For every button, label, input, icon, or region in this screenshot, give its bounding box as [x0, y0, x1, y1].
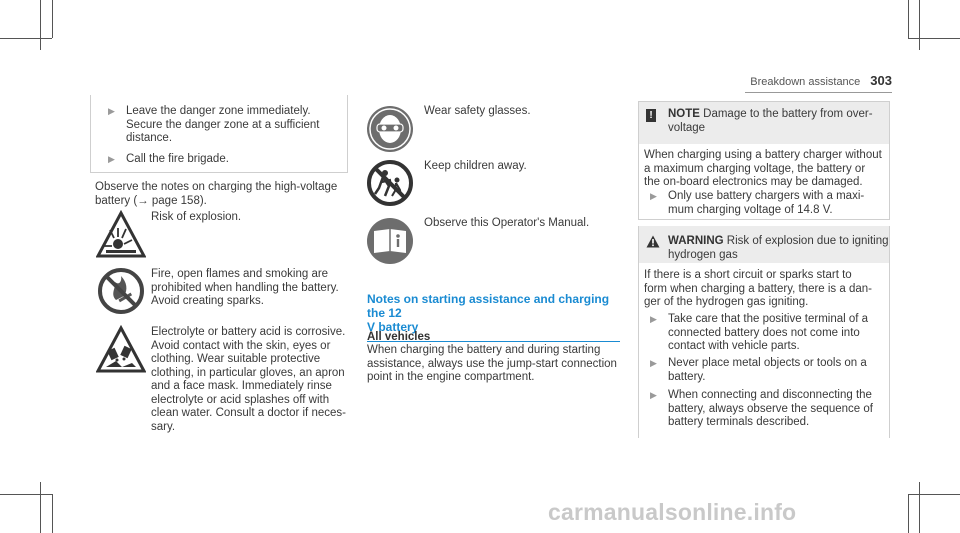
bullet-arrow-icon: ▶: [650, 314, 657, 324]
note-body: When charging using a battery charger without a maximum charging voltage, the battery or the on-board electronics may be damaged.: [644, 149, 882, 188]
crop-mark: [40, 482, 41, 533]
observe-notes-text: Observe the notes on charging the high-voltage battery (→ page 158).: [95, 181, 338, 207]
symbol-text: Risk of explosion.: [151, 211, 242, 223]
section-title-header: Breakdown assistance: [750, 76, 861, 88]
crop-mark: [0, 38, 52, 39]
symbol-text: Electrolyte or battery acid is corrosive. Avoid contact with the skin, eyes or clothing. Wear suitable protective clothing, in particular gloves, an apron and a face mask. Immediately rinse electrolyte or acid splashes off with clean water. Consult a doctor if neces- sary.: [151, 326, 346, 433]
bullet-arrow-icon: ▶: [108, 154, 115, 164]
list-item: ▶ Take care that the positive terminal of a connected battery does not come into contact with vehicle parts.: [650, 313, 869, 352]
list-item: ▶ When connecting and disconnecting the battery, always observe the sequence of battery terminals described.: [650, 389, 873, 428]
watermark: carmanualsonline.info: [548, 499, 797, 525]
page-number: 303: [870, 73, 892, 88]
list-item: ▶ Call the fire brigade.: [108, 153, 229, 165]
warning-body: If there is a short circuit or sparks start to form when charging a battery, there is a dan- ger of the hydrogen gas igniting.: [644, 269, 872, 308]
crop-mark: [919, 0, 920, 50]
no-fire-no-smoking-icon: [96, 266, 146, 316]
crop-mark: [52, 494, 53, 533]
crop-mark: [52, 0, 53, 38]
bullet-arrow-icon: ▶: [108, 106, 115, 116]
symbol-text: Wear safety glasses.: [424, 105, 531, 117]
note-title: NOTE Damage to the battery from over- voltage: [668, 108, 873, 134]
warning-title: WARNING Risk of explosion due to igniting hydrogen gas: [668, 235, 889, 261]
symbol-text: Observe this Operator's Manual.: [424, 217, 590, 229]
bullet-arrow-icon: ▶: [650, 358, 657, 368]
corrosive-warning-icon: [96, 325, 146, 375]
crop-mark: [908, 494, 960, 495]
header-rule: [745, 92, 892, 93]
body-text: When charging the battery and during starting assistance, always use the jump-start connection point in the engine compartment.: [367, 344, 617, 383]
subheading: All vehicles: [367, 331, 431, 343]
safety-glasses-icon: [365, 104, 415, 154]
page-header: [750, 74, 892, 90]
crop-mark: [919, 482, 920, 533]
crop-mark: [0, 494, 52, 495]
crop-mark: [908, 0, 909, 38]
symbol-text: Keep children away.: [424, 160, 527, 172]
explosion-warning-icon: [96, 210, 146, 260]
list-item: ▶ Leave the danger zone immediately. Secure the danger zone at a sufficient distance.: [108, 105, 320, 144]
warning-triangle-icon: [646, 235, 660, 248]
operators-manual-icon: [365, 216, 415, 266]
bullet-arrow-icon: ▶: [650, 191, 657, 201]
list-item: ▶ Never place metal objects or tools on a battery.: [650, 357, 867, 383]
crop-mark: [40, 0, 41, 50]
crop-mark: [908, 38, 960, 39]
crop-mark: [908, 494, 909, 533]
keep-children-away-icon: [365, 158, 415, 208]
section-heading: Notes on starting assistance and charging the 12 V battery: [367, 292, 620, 342]
list-item: ▶ Only use battery chargers with a maxi- mum charging voltage of 14.8 V.: [650, 190, 865, 216]
symbol-text: Fire, open flames and smoking are prohibited when handling the battery. Avoid creating sparks.: [151, 268, 339, 307]
exclamation-icon: !: [646, 109, 656, 122]
bullet-arrow-icon: ▶: [650, 390, 657, 400]
